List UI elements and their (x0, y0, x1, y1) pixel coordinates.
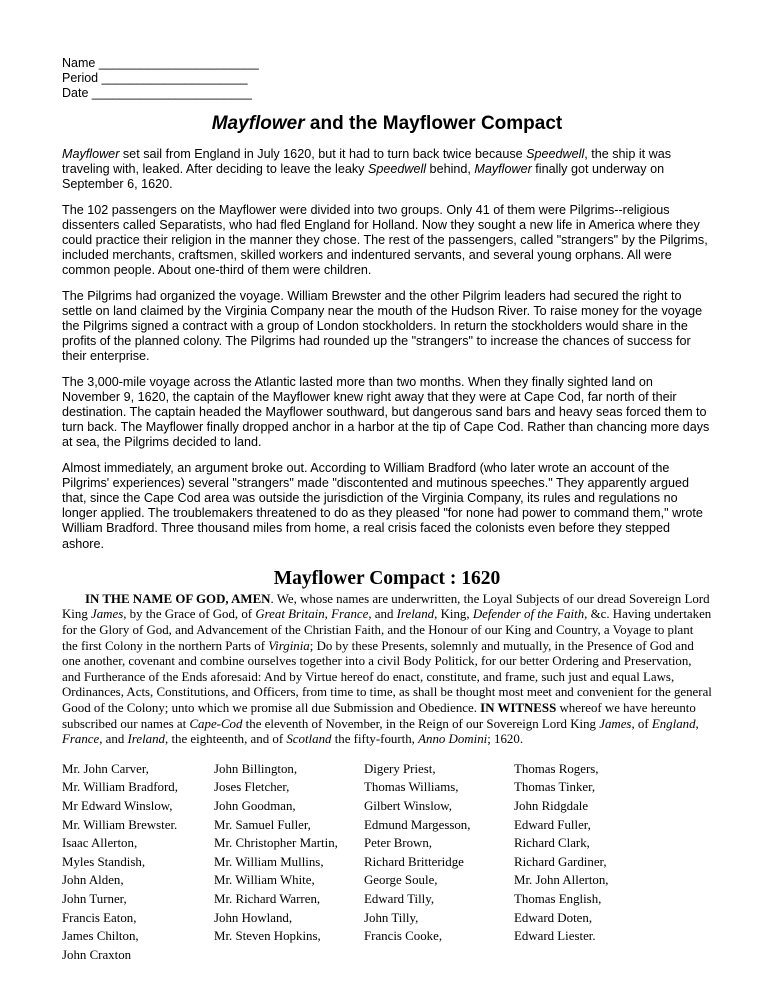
text-run: , the ship it was traveling with, leaked. After deciding to leave the leaky (62, 147, 672, 177)
signer-name: Francis Cooke, (364, 929, 443, 944)
text-run: Defender of the Faith (472, 607, 585, 622)
signer-name: Edward Fuller, (514, 817, 591, 832)
text-run: Ireland (396, 607, 435, 622)
ship-name: Speedwell (367, 162, 427, 177)
signer-name: Myles Standish, (62, 854, 146, 869)
signer-name: Thomas Tinker, (514, 780, 596, 795)
title-rest: and the Mayflower Compact (304, 113, 563, 134)
compact-text (62, 592, 712, 748)
title-italic: Mayflower (211, 113, 305, 134)
text-run: , (695, 716, 699, 731)
signer-name: Richard Clark, (514, 836, 590, 851)
signer-name: Edward Doten, (514, 910, 593, 925)
signer-name: Mr. Steven Hopkins, (214, 929, 321, 944)
signers-column-3 (364, 760, 514, 965)
signer-name: Gilbert Winslow, (364, 799, 452, 813)
signer-name: Mr. John Allerton, (514, 873, 609, 888)
text-run: , and (99, 732, 128, 747)
signer-name: Edward Tilly, (364, 891, 435, 906)
signers-column-4 (514, 760, 664, 965)
signer-name: Peter Brown, (364, 836, 433, 851)
text-run: Virginia (268, 638, 310, 653)
text-run: Anno Domini (418, 732, 488, 747)
signer-name: Mr. John Carver, (62, 761, 149, 776)
signer-name: Mr. Samuel Fuller, (214, 817, 311, 832)
argument-paragraph: Almost immediately, an argument broke out. According to William Bradford (who later wrote an account of the Pilgrims' experiences) several "strangers" made "discontented and mutinous speeches." They apparently argued that, since the Cape Cod area was outside the jurisdiction of the Virginia Company, its rules and regulations no longer applied. The troublemakers threatened to do as they pleased "for none had power to command them," wrote William Bradford. Three thousand miles from home, a real crisis faced the colonists even before they stepped ashore. (62, 460, 703, 551)
text-run: , and (368, 607, 397, 622)
signer-name: John Goodman, (214, 799, 296, 813)
signer-name: George Soule, (364, 873, 438, 888)
ship-name: Mayflower (474, 162, 532, 177)
text-run: , of (631, 716, 652, 731)
text-run: James (599, 716, 632, 731)
worksheet-page (62, 56, 712, 964)
signer-name: John Alden, (62, 873, 124, 888)
text-run: behind, (426, 162, 475, 177)
signer-name: Mr. Richard Warren, (214, 891, 321, 906)
signer-name: Thomas Rogers, (514, 761, 599, 776)
signer-name: Francis Eaton, (62, 910, 137, 925)
signer-name: Mr. Christopher Martin, (214, 836, 338, 851)
signer-name: Digery Priest, (364, 761, 436, 776)
passengers-paragraph: The 102 passengers on the Mayflower were divided into two groups. Only 41 of them were Pilgrims--religious dissenters called Separatists, who had fled England for Holland. Now they sought a new life in America where they could practice their religion in the manner they chose. The rest of the passengers, called "strangers" by the Pilgrims, included merchants, craftsmen, skilled workers and indentured servants, and several young orphans. All were common people. About one-third of them were children. (62, 202, 708, 278)
voyage-organization-paragraph: The Pilgrims had organized the voyage. William Brewster and the other Pilgrim leaders had secured the right to settle on land claimed by the Virginia Company near the mouth of the Hudson River. To raise money for the voyage the Pilgrims signed a contract with a group of London stockholders. In return the stockholders would share in the profits of the planned colony. The Pilgrims had rounded up the "strangers" to increase the chances of success for their enterprise. (62, 288, 703, 364)
signer-name: Richard Gardiner, (514, 854, 607, 869)
signer-name: John Billington, (214, 761, 298, 776)
text-run: , the eighteenth, and of (165, 732, 287, 747)
text-run: England (651, 716, 696, 731)
signers-column-2 (214, 760, 364, 965)
signer-name: John Turner, (62, 891, 127, 906)
text-run: the eleventh of November, in the Reign of our Sovereign Lord King (242, 716, 600, 731)
signer-name: James Chilton, (62, 929, 139, 944)
signers-list (62, 760, 712, 965)
intro-paragraph (62, 147, 712, 193)
signer-name: Richard Britteridge (364, 854, 464, 869)
text-run: ; 1620. (487, 732, 524, 747)
text-run: Great Britain (255, 607, 325, 622)
text-run: set sail from England in July 1620, but it had to turn back twice because (119, 147, 527, 161)
text-run: finally got underway on September 6, 1620. (62, 162, 665, 192)
signer-name: Thomas English, (514, 891, 602, 906)
page-title (62, 113, 712, 135)
text-run: , King, (434, 607, 473, 622)
text-run: Scotland (286, 732, 332, 747)
text-run: IN THE NAME OF GOD, AMEN (85, 591, 271, 606)
signer-name: Mr. William White, (214, 873, 315, 888)
signer-name: John Craxton (62, 947, 132, 962)
signers-column-1 (62, 760, 214, 965)
signer-name: Mr Edward Winslow, (62, 799, 173, 813)
text-run: France (62, 732, 100, 747)
ship-name: Mayflower (62, 147, 120, 161)
signer-name: John Ridgdale (514, 799, 589, 813)
text-run: ; Do by these Presents, solemnly and mutually, in the Presence of God and one another, covenant and combine ourselves together into a civil Body Politick, for our better Ordering and Preservation, and Furtherance of the Ends aforesaid: And by Virtue hereof do enact, constitute, and frame, such just and equal Laws, Ordinances, Acts, Constitutions, and Officers, from time to time, as shall be thought most meet and convenient for the general Good of the Colony; unto which we promise all due Submission and Obedience. (62, 638, 712, 716)
signer-name: Edmund Margesson, (364, 817, 471, 832)
period-field: Period _____________________ (62, 71, 248, 85)
signer-name: Mr. William Mullins, (214, 854, 324, 869)
compact-title: Mayflower Compact : 1620 (273, 567, 501, 589)
signer-name: Mr. William Bradford, (62, 780, 178, 795)
student-info-header (62, 56, 712, 101)
signer-name: Mr. William Brewster. (62, 817, 178, 832)
signer-name: Thomas Williams, (364, 780, 459, 795)
text-run: France (331, 607, 369, 622)
text-run: James (91, 607, 124, 622)
text-run: Ireland (127, 732, 165, 747)
text-run: whereof we have hereunto subscribed our names at (62, 701, 696, 731)
ship-name: Speedwell (526, 147, 585, 161)
text-run: , (324, 607, 332, 622)
text-run: , by the Grace of God, of (123, 607, 256, 622)
text-run: , &c. Having undertaken for the Glory of God, and Advancement of the Christian Faith, and the Honour of our King and Country, a Voyage to plant the first Colony in the northern Parts of (62, 607, 712, 653)
signer-name: Edward Liester. (514, 929, 596, 944)
signer-name: Joses Fletcher, (214, 780, 290, 795)
date-field: Date _______________________ (62, 86, 252, 100)
text-run: the fifty-fourth, (331, 732, 419, 747)
text-run: . We, whose names are underwritten, the Loyal Subjects of our dread Sovereign Lord King (62, 591, 710, 622)
name-field: Name _______________________ (62, 56, 259, 70)
signer-name: John Howland, (214, 910, 293, 925)
text-run: Cape-Cod (189, 716, 243, 731)
signer-name: John Tilly, (364, 910, 419, 925)
signer-name: Isaac Allerton, (62, 836, 138, 851)
text-run: IN WITNESS (480, 701, 557, 716)
atlantic-crossing-paragraph: The 3,000-mile voyage across the Atlantic lasted more than two months. When they finally sighted land on November 9, 1620, the captain of the Mayflower knew right away that they were at Cape Cod, far north of their destination. The captain headed the Mayflower southward, but dangerous sand bars and heavy seas forced them to turn back. The Mayflower finally dropped anchor in a harbor at the tip of Cape Cod. Rather than chancing more days at sea, the Pilgrims decided to land. (62, 374, 710, 450)
